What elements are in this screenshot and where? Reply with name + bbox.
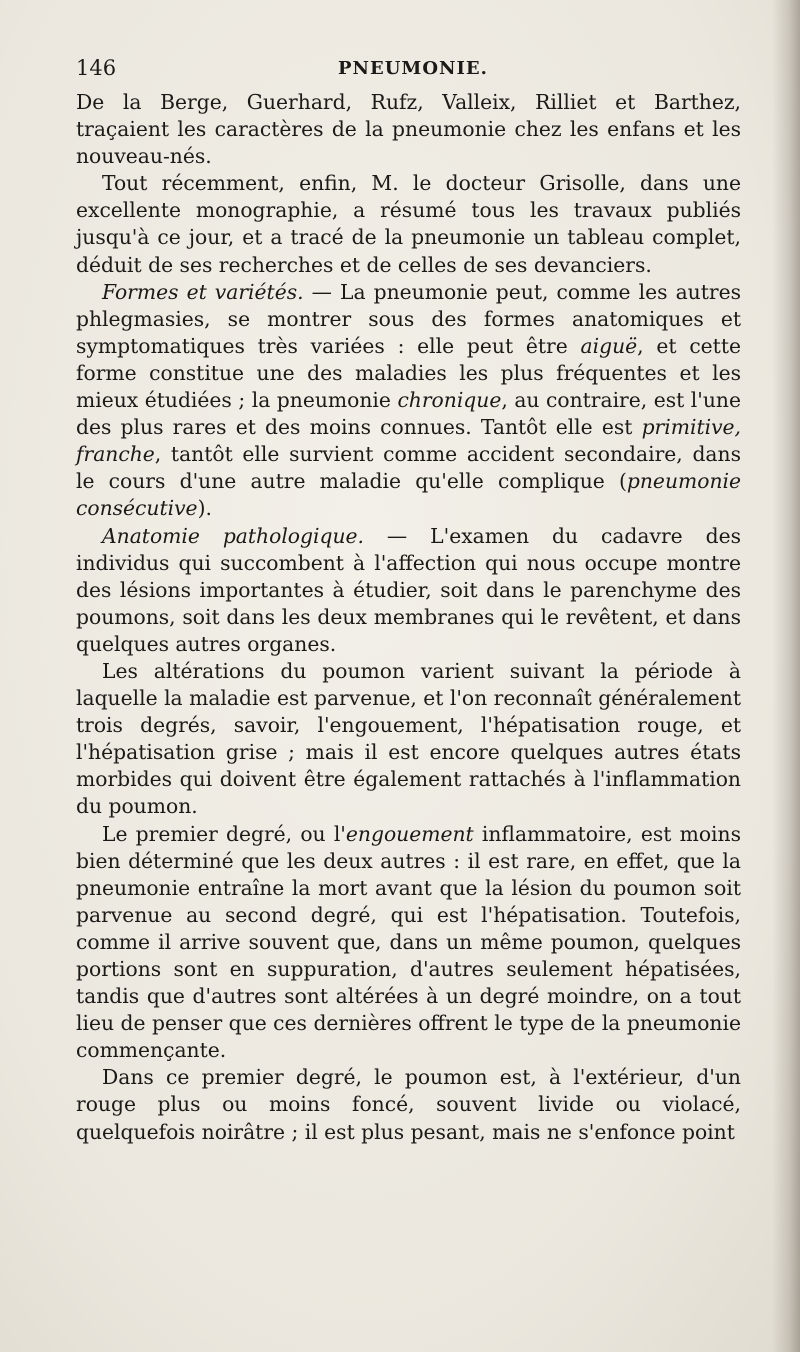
paragraph-4: [76, 523, 741, 658]
paragraph-5: [76, 658, 741, 821]
term-aigue: aiguë: [580, 333, 638, 358]
paragraph-7-text: Dans ce premier degré, le poumon est, à l'extérieur, d'un rouge plus ou moins foncé, souvent livide ou violacé, quelquefois noirâtre ; il est plus pesant, mais ne s'enfonce point: [76, 1065, 741, 1144]
page-number: 146: [76, 56, 117, 80]
paragraph-6-text-a: Le premier degré, ou l': [102, 821, 346, 846]
term-chronique: chronique: [397, 388, 502, 413]
paragraph-1: [76, 89, 741, 170]
paragraph-6-text-b: inflammatoire, est moins bien déterminé que les deux autres : il est rare, en effet, que la pneumonie entraîne la mort avant que la lésion du poumon soit parvenue au second degré, qui est l'hépatisation. Toutefois, comme il arrive souvent que, dans un même poumon, quelques portions sont en suppuration, d'autres seulement hépatisées, tandis que d'autres sont altérées à un degré moindre, on a tout lieu de penser que ces dernières offrent le type de la pneumonie commençante.: [76, 821, 741, 1063]
running-title: PNEUMONIE.: [338, 58, 488, 79]
paragraph-7: [76, 1064, 741, 1145]
term-pneumonie-consecutive: pneumonie consécutive: [76, 469, 741, 521]
paragraph-3-text-c: , au contraire, est l'une des plus rares et des moins connues. Tantôt elle est: [76, 388, 741, 440]
page-gutter-shadow: [772, 0, 800, 1352]
section-heading-anatomie: Anatomie pathologique.: [102, 523, 364, 548]
paragraph-3: [76, 279, 741, 523]
paragraph-3-text-a: — La pneumonie peut, comme les autres phlegmasies, se montrer sous des formes anatomiques et symptomatiques très variées : elle peut être: [76, 279, 742, 358]
paragraph-2: [76, 170, 741, 278]
running-head: [76, 56, 742, 86]
paragraph-3-text-b: , et cette forme constitue une des maladies les plus fréquentes et les mieux étudiées ; la pneumonie: [76, 333, 741, 413]
paragraph-2-text: Tout récemment, enfin, M. le docteur Grisolle, dans une excellente monographie, a résumé tous les travaux publiés jusqu'à ce jour, et a tracé de la pneumonie un tableau complet, déduit de ses recherches et de celles de ses devanciers.: [76, 171, 741, 277]
paragraph-3-text-e: ).: [197, 496, 212, 521]
paragraph-6: [76, 821, 741, 1065]
paragraph-3-text-d: , tantôt elle survient comme accident secondaire, dans le cours d'une autre maladie qu'elle complique (: [76, 442, 741, 494]
paragraph-1-text: De la Berge, Guerhard, Rufz, Valleix, Rilliet et Barthez, traçaient les caractères de la pneumonie chez les enfans et les nouveau-nés.: [76, 90, 741, 169]
section-heading-formes: Formes et variétés.: [102, 279, 304, 304]
paragraph-5-text: Les altérations du poumon varient suivant la période à laquelle la maladie est parvenue, et l'on reconnaît généralement trois degrés, savoir, l'engouement, l'hépatisation rouge, et l'hépatisation grise ; mais il est encore quelques autres états morbides qui doivent être également rattachés à l'inflammation du poumon.: [76, 658, 741, 819]
body-text: [76, 89, 741, 1146]
paragraph-4-text: — L'examen du cadavre des individus qui succombent à l'affection qui nous occupe montre des lésions importantes à étudier, soit dans le parenchyme des poumons, soit dans les deux membranes qui le revêtent, et dans quelques autres organes.: [76, 523, 741, 656]
term-primitive-franche: primitive, franche: [76, 415, 741, 467]
term-engouement: engouement: [345, 821, 474, 846]
